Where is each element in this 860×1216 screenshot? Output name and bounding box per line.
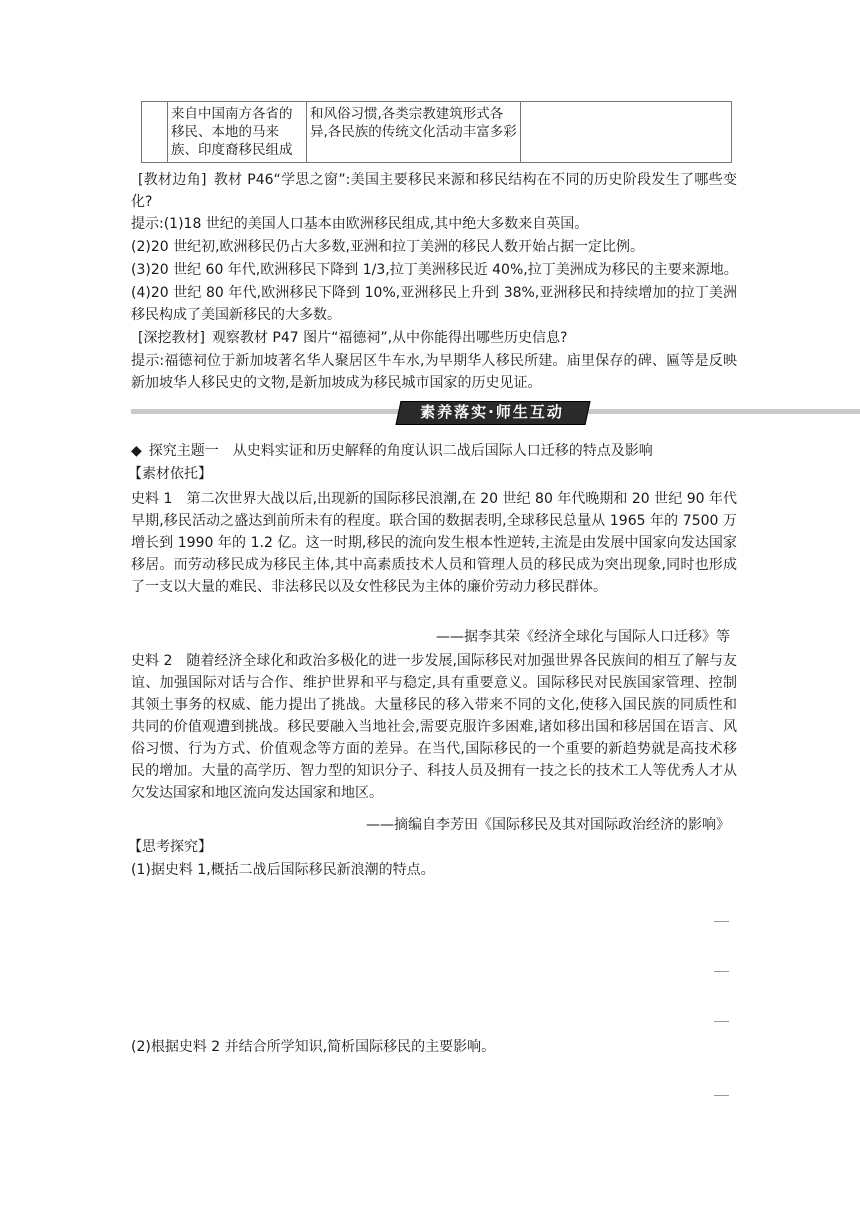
deep-question bbox=[131, 327, 567, 349]
answer-line bbox=[714, 921, 729, 922]
theme-title bbox=[131, 440, 653, 462]
table-cell-culture: 和风俗习惯,各类宗教建筑形式各异,各民族的传统文化活动丰富多彩 bbox=[307, 102, 521, 163]
deep-tag: [深挖教材] bbox=[138, 330, 205, 346]
source-1 bbox=[131, 488, 737, 598]
question-2: (2)根据史料 2 并结合所学知识,简析国际移民的主要影响。 bbox=[131, 1039, 496, 1055]
think-heading: 【思考探究】 bbox=[128, 839, 212, 855]
question-1: (1)据史料 1,概括二战后国际移民新浪潮的特点。 bbox=[131, 862, 435, 878]
theme-title-text: 探究主题一 从史料实证和历史解释的角度认识二战后国际人口迁移的特点及影响 bbox=[148, 443, 653, 459]
source-1-label: 史料 1 bbox=[131, 491, 173, 507]
table-cell-empty-right bbox=[521, 102, 732, 163]
corner-question-text: 教材 P46“学思之窗”:美国主要移民来源和移民结构在不同的历史阶段发生了哪些变化? bbox=[131, 172, 737, 210]
corner-question bbox=[131, 169, 737, 213]
corner-tag: [教材边角] bbox=[138, 172, 207, 188]
table-row bbox=[142, 102, 732, 163]
answer-line bbox=[714, 971, 729, 972]
corner-hint-2: (2)20 世纪初,欧洲移民仍占大多数,亚洲和拉丁美洲的移民人数开始占据一定比例。 bbox=[131, 239, 644, 255]
deep-question-text: 观察教材 P47 图片“福德祠”,从中你能得出哪些历史信息? bbox=[211, 330, 568, 346]
corner-hint-4: (4)20 世纪 80 年代,欧洲移民下降到 10%,亚洲移民上升到 38%,亚洲移民和持续增加的拉丁美洲移民构成了美国新移民的大多数。 bbox=[131, 285, 737, 323]
section-banner-title: 素养落实·师生互动 bbox=[420, 403, 564, 421]
immigration-table-fragment bbox=[141, 101, 732, 163]
answer-line bbox=[714, 1095, 729, 1096]
answer-line bbox=[714, 1021, 729, 1022]
corner-hint-3: (3)20 世纪 60 年代,欧洲移民下降到 1/3,拉丁美洲移民近 40%,拉丁美洲成为移民的主要来源地。 bbox=[131, 262, 738, 278]
source-2-label: 史料 2 bbox=[131, 653, 173, 669]
table-cell-composition: 来自中国南方各省的移民、本地的马来族、印度裔移民组成 bbox=[168, 102, 307, 163]
corner-hint-1: 提示:(1)18 世纪的美国人口基本由欧洲移民组成,其中绝大多数来自英国。 bbox=[131, 216, 589, 232]
source-2 bbox=[131, 650, 737, 804]
source-2-citation: ——摘编自李芳田《国际移民及其对国际政治经济的影响》 bbox=[366, 817, 730, 833]
diamond-bullet-icon: ◆ bbox=[131, 443, 142, 459]
source-1-text: 第二次世界大战以后,出现新的国际移民浪潮,在 20 世纪 80 年代晚期和 20 世纪 90 年代早期,移民活动之盛达到前所未有的程度。联合国的数据表明,全球移民总量从 1965 年的 7500 万增长到 1990 年的 1.2 亿。这一时期,移民的流向发生根本性逆转,主流是由发展中国家向发达国家移居。而劳动移民成为移民主体,其中高素质技术人员和管理人员的移民成为突出现象,同时也形成了一支以大量的难民、非法移民以及女性移民为主体的廉价劳动力移民群体。 bbox=[131, 491, 737, 595]
deep-hint: 提示:福德祠位于新加坡著名华人聚居区牛车水,为早期华人移民所建。庙里保存的碑、匾等是反映新加坡华人移民史的文物,是新加坡成为移民城市国家的历史见证。 bbox=[131, 353, 737, 391]
source-2-text: 随着经济全球化和政治多极化的进一步发展,国际移民对加强世界各民族间的相互了解与友谊、加强国际对话与合作、维护世界和平与稳定,具有重要意义。国际移民对民族国家管理、控制其领土事务的权威、能力提出了挑战。大量移民的移入带来不同的文化,使移入国民族的同质性和共同的价值观遭到挑战。移民要融入当地社会,需要克服许多困难,诸如移出国和移居国在语言、风俗习惯、行为方式、价值观念等方面的差异。在当代,国际移民的一个重要的新趋势就是高技术移民的增加。大量的高学历、智力型的知识分子、科技人员及拥有一技之长的技术工人等优秀人才从欠发达国家和地区流向发达国家和地区。 bbox=[131, 653, 737, 801]
source-1-citation: ——据李其荣《经济全球化与国际人口迁移》等 bbox=[436, 629, 730, 645]
table-cell-empty bbox=[142, 102, 168, 163]
material-heading: 【素材依托】 bbox=[128, 466, 212, 482]
